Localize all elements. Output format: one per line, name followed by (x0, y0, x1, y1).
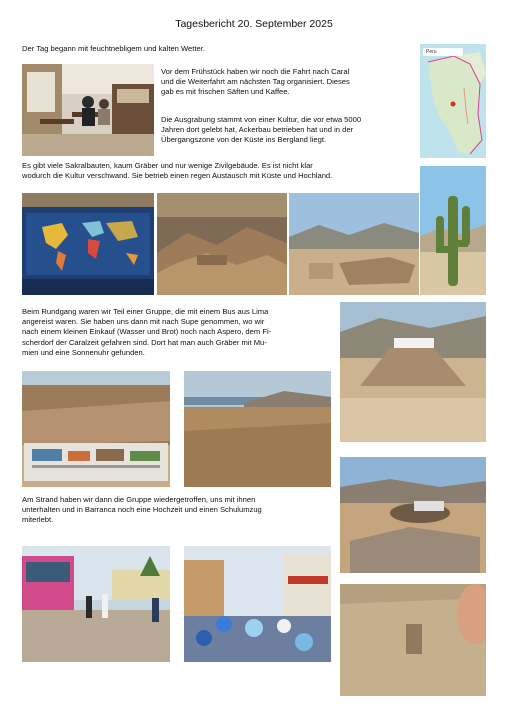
photo-sand-sundial (340, 584, 486, 696)
text-line: Der Tag begann mit feuchtnebligem und kalten Wetter. (22, 44, 205, 53)
photo-excavation-tarps (340, 457, 486, 573)
text-line: miterlebt. (22, 515, 54, 525)
page-title: Tagesbericht 20. September 2025 (175, 18, 333, 30)
text-line: mien und eine Sonnenuhr gefunden. (22, 347, 145, 357)
text-line: angereist waren. Sie haben uns dann mit nach Supe genommen, wo wir (22, 317, 265, 327)
photo-cafe-interior (22, 64, 154, 156)
photo-pyramid (340, 302, 486, 442)
photo-cactus (420, 166, 486, 295)
paragraph-breakfast (161, 67, 350, 98)
paragraph-tour (22, 307, 271, 358)
paragraph-excavation (161, 115, 361, 146)
map-search-label: Peru (426, 49, 437, 55)
photo-street-parade (184, 546, 331, 662)
photo-map-peru (420, 44, 486, 158)
text-line: Beim Rundgang waren wir Teil einer Gruppe, die mit einem Bus aus Lima (22, 307, 269, 316)
text-line: Es gibt viele Sakralbauten, kaum Gräber und nur wenige Zivilgebäude. Es ist nicht klar (22, 161, 313, 170)
paragraph-beach (22, 495, 262, 526)
text-line: Jahren dort gelebt hat, Ackerbau betrieben hat und in der (161, 125, 354, 135)
photo-tour-bus (22, 546, 170, 662)
text-line: Übergangszone von der Küste ins Bergland liegt. (161, 135, 327, 145)
text-line: nach einem kleinen Einkauf (Wasser und Brot) noch nach Aspero, dem Fi- (22, 327, 272, 337)
text-line: und die Weiterfahrt am nächsten Tag organisiert. Dieses (161, 77, 350, 87)
paragraph-sacral-buildings (22, 161, 332, 181)
text-line: scherdorf der Caralzeit gefahren sind. Dort hat man auch Gräber mit Mu- (22, 337, 267, 347)
text-line: Vor dem Frühstück haben wir noch die Fahrt nach Caral (161, 67, 350, 76)
photo-ruins-landscape (289, 193, 419, 295)
text-line: wodurch die Kultur verschwand. Sie betrieb einen regen Austausch mit Küste und Hochland. (22, 171, 333, 181)
text-line: Die Ausgrabung stammt von einer Kultur, die vor etwa 5000 (161, 115, 362, 124)
photo-site-panel (157, 193, 287, 295)
paragraph-weather (22, 44, 205, 54)
text-line: unterhalten und in Barranca noch eine Hochzeit und einen Schulumzug (22, 505, 262, 515)
photo-museum-world-map (22, 193, 154, 295)
photo-coast-desert (184, 371, 331, 487)
photo-stone-structure (22, 371, 170, 487)
text-line: gab es mit frischen Säften und Kaffee. (161, 87, 290, 97)
text-line: Am Strand haben wir dann die Gruppe wiedergetroffen, uns mit ihnen (22, 495, 256, 504)
